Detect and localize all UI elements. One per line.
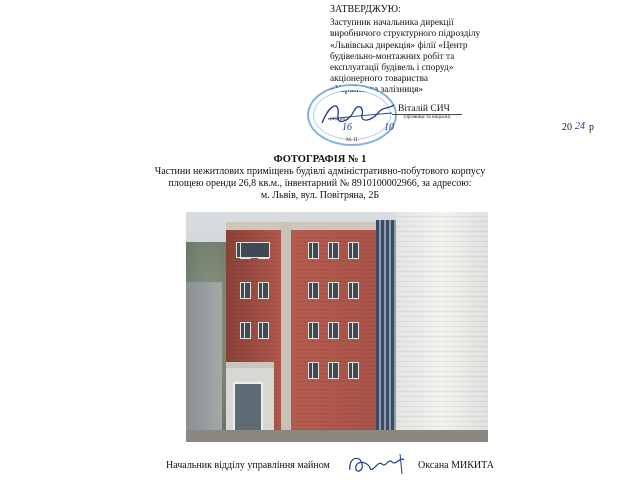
approval-line: Заступник начальника дирекції xyxy=(330,18,454,29)
signature-caption: (підпис) xyxy=(330,117,348,122)
photo-window xyxy=(348,322,359,339)
photo-title: ФОТОГРАФІЯ № 1 xyxy=(273,154,367,165)
building-photo xyxy=(186,212,488,442)
photo-stair-window xyxy=(376,220,398,442)
photo-ground xyxy=(186,430,488,442)
photo-window xyxy=(328,362,339,379)
footer-signature-icon xyxy=(344,450,414,478)
approval-line: будівельно-монтажних робіт та xyxy=(330,51,455,62)
description-line: Частини нежитлових приміщень будівлі адміністративно-побутового корпусу xyxy=(154,166,486,177)
photo-low-building xyxy=(186,282,222,442)
photo-window xyxy=(348,362,359,379)
photo-roof-panel xyxy=(226,222,386,230)
approval-line: виробничого структурного підрозділу xyxy=(330,29,481,40)
approval-block xyxy=(330,4,630,97)
approval-line: «Львівська дирекція» філії «Центр xyxy=(330,40,468,51)
photo-window xyxy=(328,322,339,339)
date-year-unit: р xyxy=(589,122,594,133)
date-year-prefix: 20 xyxy=(562,122,572,133)
photo-window xyxy=(258,282,269,299)
footer-position: Начальник відділу управління майном xyxy=(166,460,330,471)
date-day: 16 xyxy=(342,122,352,133)
date-year-suffix: 24 xyxy=(575,121,585,132)
photo-window xyxy=(308,322,319,339)
photo-description xyxy=(0,166,640,202)
date-month: 10 xyxy=(384,122,394,133)
photo-window xyxy=(240,282,251,299)
photo-window xyxy=(348,282,359,299)
signer-caption: (прізвище та ініціали) xyxy=(403,115,451,120)
photo-window xyxy=(348,242,359,259)
approver-name: Віталій СИЧ xyxy=(398,104,450,114)
approval-date xyxy=(336,121,626,137)
photo-white-facade xyxy=(396,212,488,442)
footer-name: Оксана МИКИТА xyxy=(418,460,494,471)
description-line: площею оренди 26,8 кв.м., інвентарний № 8910100002966, за адресою: xyxy=(168,178,472,189)
approval-line: «Українська залізниця» xyxy=(330,85,424,96)
approval-heading: ЗАТВЕРДЖУЮ: xyxy=(330,4,401,15)
photo-window xyxy=(308,362,319,379)
description-line: м. Львів, вул. Повітряна, 2Б xyxy=(260,190,380,201)
photo-window xyxy=(240,322,251,339)
approval-line: акціонерного товариства xyxy=(330,74,428,85)
approval-line: експлуатації будівель і споруд» xyxy=(330,63,454,74)
photo-window xyxy=(328,282,339,299)
photo-window xyxy=(236,242,270,258)
photo-window xyxy=(308,282,319,299)
photo-window xyxy=(328,242,339,259)
photo-window xyxy=(308,242,319,259)
photo-window xyxy=(258,322,269,339)
seal-label: М. П. xyxy=(346,137,359,143)
photo-vertical-panel xyxy=(281,222,291,442)
